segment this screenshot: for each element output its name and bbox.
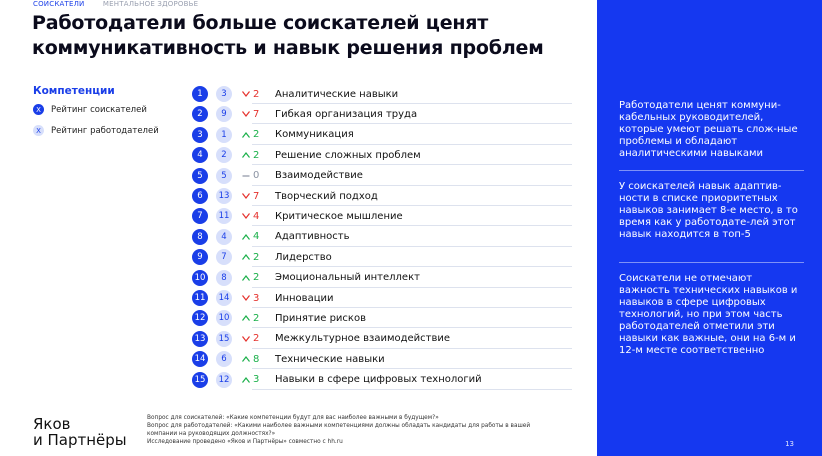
competency-row — [192, 268, 572, 288]
page-title: Работодатели больше соискателей ценят коммуникативность и навык решения проблем — [32, 12, 544, 59]
employer-rank-badge: 12 — [192, 310, 208, 326]
competency-label: Аналитические навыки — [275, 88, 399, 100]
row-divider — [252, 389, 572, 390]
competency-label: Навыки в сфере цифровых технологий — [275, 374, 482, 386]
rank-change-value: 2 — [253, 88, 260, 100]
rank-change — [242, 89, 259, 100]
arrow-up-icon — [242, 377, 253, 383]
employer-rank-badge: 11 — [192, 290, 208, 306]
legend-employer-rating — [33, 104, 147, 115]
competency-row — [192, 206, 572, 226]
seeker-rank-badge: 1 — [216, 127, 232, 143]
rank-change-value: 4 — [253, 210, 260, 222]
employer-rank-badge: 5 — [192, 168, 208, 184]
competency-label: Эмоциональный интеллект — [275, 272, 420, 284]
arrow-up-icon — [242, 132, 253, 138]
competency-label: Инновации — [275, 292, 334, 304]
employer-rank-badge: 10 — [192, 270, 208, 286]
tab-mental-health[interactable]: МЕНТАЛЬНОЕ ЗДОРОВЬЕ — [102, 0, 199, 8]
legend-seeker-label: Рейтинг работодателей — [51, 125, 159, 136]
no-change-icon — [242, 173, 253, 179]
seeker-rank-badge: 3 — [216, 86, 232, 102]
rank-change — [242, 272, 259, 283]
rank-change — [242, 333, 259, 344]
rank-change-value: 7 — [253, 108, 260, 120]
competency-row — [192, 329, 572, 349]
rank-change-value: 2 — [253, 149, 260, 161]
insight-note-2: У соискателей навык адаптив-ности в списке приоритетных навыков занимает 8-е место, в то время как у работодате-лей этот навык находится в топ-5 — [619, 181, 798, 240]
insight-note-3: Соискатели не отмечают важность технических навыков и навыков в сфере цифровых технологий, но при этом часть работодателей отметили эти навыки как важные, они на 6-м и 12-м месте соответственно — [619, 273, 798, 356]
competency-row — [192, 84, 572, 104]
rank-change — [242, 170, 259, 181]
rank-change-value: 7 — [253, 190, 260, 202]
footnote-source: Исследование проведено «Яков и Партнёры» совместно с hh.ru — [147, 439, 343, 445]
competency-label: Взаимодействие — [275, 170, 363, 182]
competency-label: Адаптивность — [275, 231, 350, 243]
employer-rank-badge: 15 — [192, 372, 208, 388]
footnote-employers: Вопрос для работодателей: «Какими наиболее важными компетенциями должны обладать кандидаты для работы в вашей компании на руководящих должностях?» — [147, 423, 531, 437]
rank-change-value: 2 — [253, 272, 260, 284]
arrow-down-icon — [242, 111, 253, 117]
rank-change-value: 8 — [253, 353, 260, 365]
employer-rating-marker: X — [33, 104, 44, 115]
seeker-rank-badge: 5 — [216, 168, 232, 184]
competency-row — [192, 227, 572, 247]
employer-rank-badge: 6 — [192, 188, 208, 204]
rank-change-value: 2 — [253, 129, 260, 141]
rank-change-value: 2 — [253, 333, 260, 345]
insights-panel — [597, 0, 822, 456]
seeker-rank-badge: 13 — [216, 188, 232, 204]
competency-label: Решение сложных проблем — [275, 149, 421, 161]
competency-row — [192, 166, 572, 186]
competency-label: Межкультурное взаимодействие — [275, 333, 451, 345]
competency-label: Творческий подход — [275, 190, 378, 202]
competency-label: Принятие рисков — [275, 312, 366, 324]
seeker-rank-badge: 15 — [216, 331, 232, 347]
competency-label: Критическое мышление — [275, 210, 403, 222]
competency-label: Коммуникация — [275, 129, 354, 141]
rank-change — [242, 191, 259, 202]
legend-seeker-rating — [33, 125, 159, 136]
arrow-down-icon — [242, 295, 253, 301]
insight-note-1: Работодатели ценят коммуни-кабельных руководителей, которые умеют решать слож-ные проблемы и обладают аналитическими навыками — [619, 100, 798, 159]
arrow-up-icon — [242, 275, 253, 281]
rank-change — [242, 293, 259, 304]
rank-change — [242, 374, 259, 385]
rank-change — [242, 109, 259, 120]
competency-row — [192, 186, 572, 206]
rank-change-value: 0 — [253, 170, 260, 182]
arrow-up-icon — [242, 315, 253, 321]
employer-rank-badge: 1 — [192, 86, 208, 102]
rank-change — [242, 129, 259, 140]
seeker-rating-marker: X — [33, 125, 44, 136]
employer-rank-badge: 3 — [192, 127, 208, 143]
competency-label: Технические навыки — [275, 353, 385, 365]
section-tabs — [33, 0, 214, 8]
arrow-up-icon — [242, 152, 253, 158]
competency-label: Лидерство — [275, 251, 332, 263]
competency-row — [192, 104, 572, 124]
competency-row — [192, 288, 572, 308]
arrow-up-icon — [242, 356, 253, 362]
competency-row — [192, 125, 572, 145]
rank-change-value: 2 — [253, 312, 260, 324]
rank-change — [242, 150, 259, 161]
arrow-down-icon — [242, 336, 253, 342]
rank-change — [242, 231, 259, 242]
rank-change-value: 3 — [253, 292, 260, 304]
arrow-up-icon — [242, 254, 253, 260]
footnote-seekers: Вопрос для соискателей: «Какие компетенции будут для вас наиболее важными в будущем?» — [147, 415, 439, 421]
rank-change-value: 3 — [253, 374, 260, 386]
employer-rank-badge: 9 — [192, 249, 208, 265]
tab-seekers[interactable]: СОИСКАТЕЛИ — [33, 0, 85, 8]
seeker-rank-badge: 6 — [216, 351, 232, 367]
competency-row — [192, 370, 572, 390]
page-number: 13 — [785, 440, 794, 448]
divider — [619, 170, 804, 171]
employer-rank-badge: 13 — [192, 331, 208, 347]
seeker-rank-badge: 2 — [216, 147, 232, 163]
seeker-rank-badge: 8 — [216, 270, 232, 286]
rank-change — [242, 354, 259, 365]
logo-line-2: и Партнёры — [33, 431, 127, 449]
rank-change-value: 2 — [253, 251, 260, 263]
rank-change — [242, 211, 259, 222]
arrow-down-icon — [242, 91, 253, 97]
competency-row — [192, 145, 572, 165]
seeker-rank-badge: 9 — [216, 106, 232, 122]
seeker-rank-badge: 4 — [216, 229, 232, 245]
rank-change — [242, 313, 259, 324]
legend-employer-label: Рейтинг соискателей — [51, 104, 147, 115]
employer-rank-badge: 4 — [192, 147, 208, 163]
seeker-rank-badge: 12 — [216, 372, 232, 388]
footnotes — [147, 414, 557, 446]
seeker-rank-badge: 7 — [216, 249, 232, 265]
rank-change-value: 4 — [253, 231, 260, 243]
arrow-down-icon — [242, 193, 253, 199]
seeker-rank-badge: 11 — [216, 208, 232, 224]
legend-title: Компетенции — [33, 85, 115, 97]
competency-row — [192, 247, 572, 267]
company-logo — [33, 416, 127, 448]
divider — [619, 262, 804, 263]
employer-rank-badge: 2 — [192, 106, 208, 122]
competency-row — [192, 308, 572, 328]
logo-line-1: Яков — [33, 415, 71, 433]
arrow-down-icon — [242, 213, 253, 219]
employer-rank-badge: 8 — [192, 229, 208, 245]
rank-change — [242, 252, 259, 263]
seeker-rank-badge: 14 — [216, 290, 232, 306]
competency-row — [192, 349, 572, 369]
seeker-rank-badge: 10 — [216, 310, 232, 326]
arrow-up-icon — [242, 234, 253, 240]
competency-label: Гибкая организация труда — [275, 108, 418, 120]
employer-rank-badge: 7 — [192, 208, 208, 224]
employer-rank-badge: 14 — [192, 351, 208, 367]
